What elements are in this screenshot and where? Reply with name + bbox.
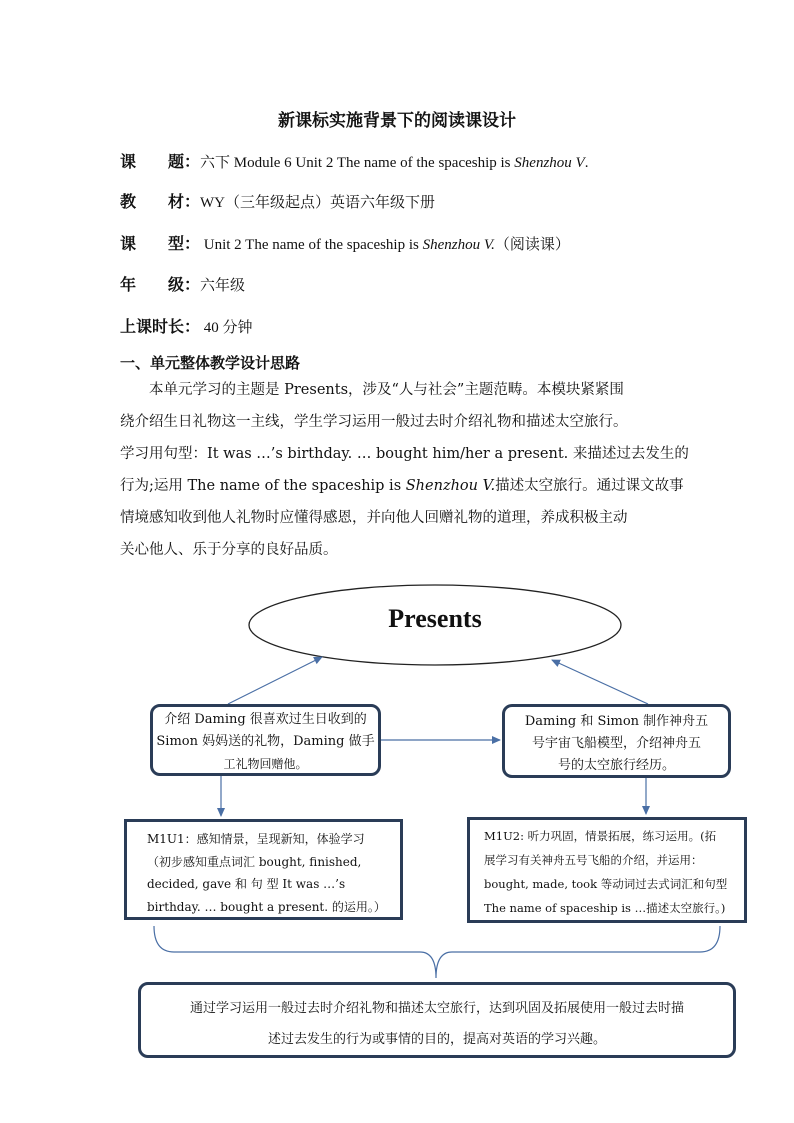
box-line: （初步感知重点词汇 bought, finished, xyxy=(147,854,362,869)
meta-lesson-type-italic: Shenzhou V. xyxy=(422,237,495,253)
left-summary-box xyxy=(150,704,381,776)
right-summary-box xyxy=(502,704,731,778)
meta-topic-prefix: 六下 Module 6 Unit 2 The name of the spaceship is xyxy=(200,155,515,171)
box-line: 号的太空旅行经历。 xyxy=(557,758,675,773)
paragraph-line: 绕介绍生日礼物这一主线，学生学习运用一般过去时介绍礼物和描述太空旅行。 xyxy=(120,414,628,430)
meta-grade-value: 六年级 xyxy=(200,278,246,294)
box-line: bought, made, took 等动词过去式词汇和句型 xyxy=(484,877,728,891)
meta-topic-suffix: . xyxy=(584,155,589,171)
box-line: Daming 和 Simon 制作神舟五 xyxy=(524,714,709,729)
meta-topic-italic: Shenzhou V xyxy=(514,155,585,171)
section-heading: 一、单元整体教学设计思路 xyxy=(120,354,301,372)
center-title: Presents xyxy=(388,604,482,633)
meta-duration-label: 上课时长： xyxy=(120,317,201,336)
m1u1-box xyxy=(124,819,403,920)
box-line: 号宇宙飞船模型，介绍神舟五 xyxy=(531,736,701,751)
box-line: The name of spaceship is …描述太空旅行。) xyxy=(484,901,726,915)
meta-lesson-type-suffix: （阅读课） xyxy=(494,237,570,253)
m1u2-box xyxy=(467,817,747,923)
paragraph-line: 学习用句型：It was …’s birthday. … bought him/her a present. 来描述过去发生的 xyxy=(120,446,689,462)
paragraph-line: 关心他人、乐于分享的良好品质。 xyxy=(120,542,338,558)
page-title: 新课标实施背景下的阅读课设计 xyxy=(278,111,516,131)
box-line: 介绍 Daming 很喜欢过生日收到的 xyxy=(164,712,367,727)
meta-lesson-type-label: 课 型： xyxy=(120,234,201,253)
meta-lesson-type-prefix: Unit 2 The name of the spaceship is xyxy=(200,237,423,253)
box-line: decided, gave 和 句 型 It was …’s xyxy=(147,877,346,891)
meta-topic-label: 课 题： xyxy=(120,152,201,171)
bottom-conclusion-box xyxy=(138,982,736,1058)
box-line: birthday. … bought a present. 的运用。） xyxy=(147,899,386,914)
box-line: 工礼物回赠他。 xyxy=(223,757,308,771)
brace xyxy=(154,926,720,978)
paragraph-line: 情境感知收到他人礼物时应懂得感恩，并向他人回赠礼物的道理，养成积极主动 xyxy=(120,510,628,526)
box-line: 展学习有关神舟五号飞船的介绍，并运用： xyxy=(484,853,703,867)
arrow-left-up xyxy=(228,657,322,704)
box-line: M1U2: 听力巩固，情景拓展，练习运用。(拓 xyxy=(484,829,717,843)
meta-grade-label: 年 级： xyxy=(120,275,201,294)
arrow-right-up xyxy=(552,660,648,704)
meta-textbook-value: WY（三年级起点）英语六年级下册 xyxy=(200,195,436,211)
box-line: 通过学习运用一般过去时介绍礼物和描述太空旅行，达到巩固及拓展使用一般过去时描 xyxy=(189,1001,684,1016)
paragraph-line-a: 行为;运用 The name of the spaceship is xyxy=(120,478,406,494)
meta-duration-value: 40 分钟 xyxy=(200,320,253,336)
paragraph-italic: Shenzhou V. xyxy=(405,478,496,494)
box-line: Simon 妈妈送的礼物，Daming 做手 xyxy=(156,734,375,749)
paragraph-line-b: 描述太空旅行。通过课文故事 xyxy=(495,478,684,494)
paragraph-line: 本单元学习的主题是 Presents，涉及“人与社会”主题范畴。本模块紧紧围 xyxy=(120,382,624,398)
meta-textbook-label: 教 材： xyxy=(120,192,201,211)
box-line: 述过去发生的行为或事情的目的，提高对英语的学习兴趣。 xyxy=(267,1032,606,1047)
box-line: M1U1：感知情景，呈现新知，体验学习 xyxy=(147,832,365,846)
